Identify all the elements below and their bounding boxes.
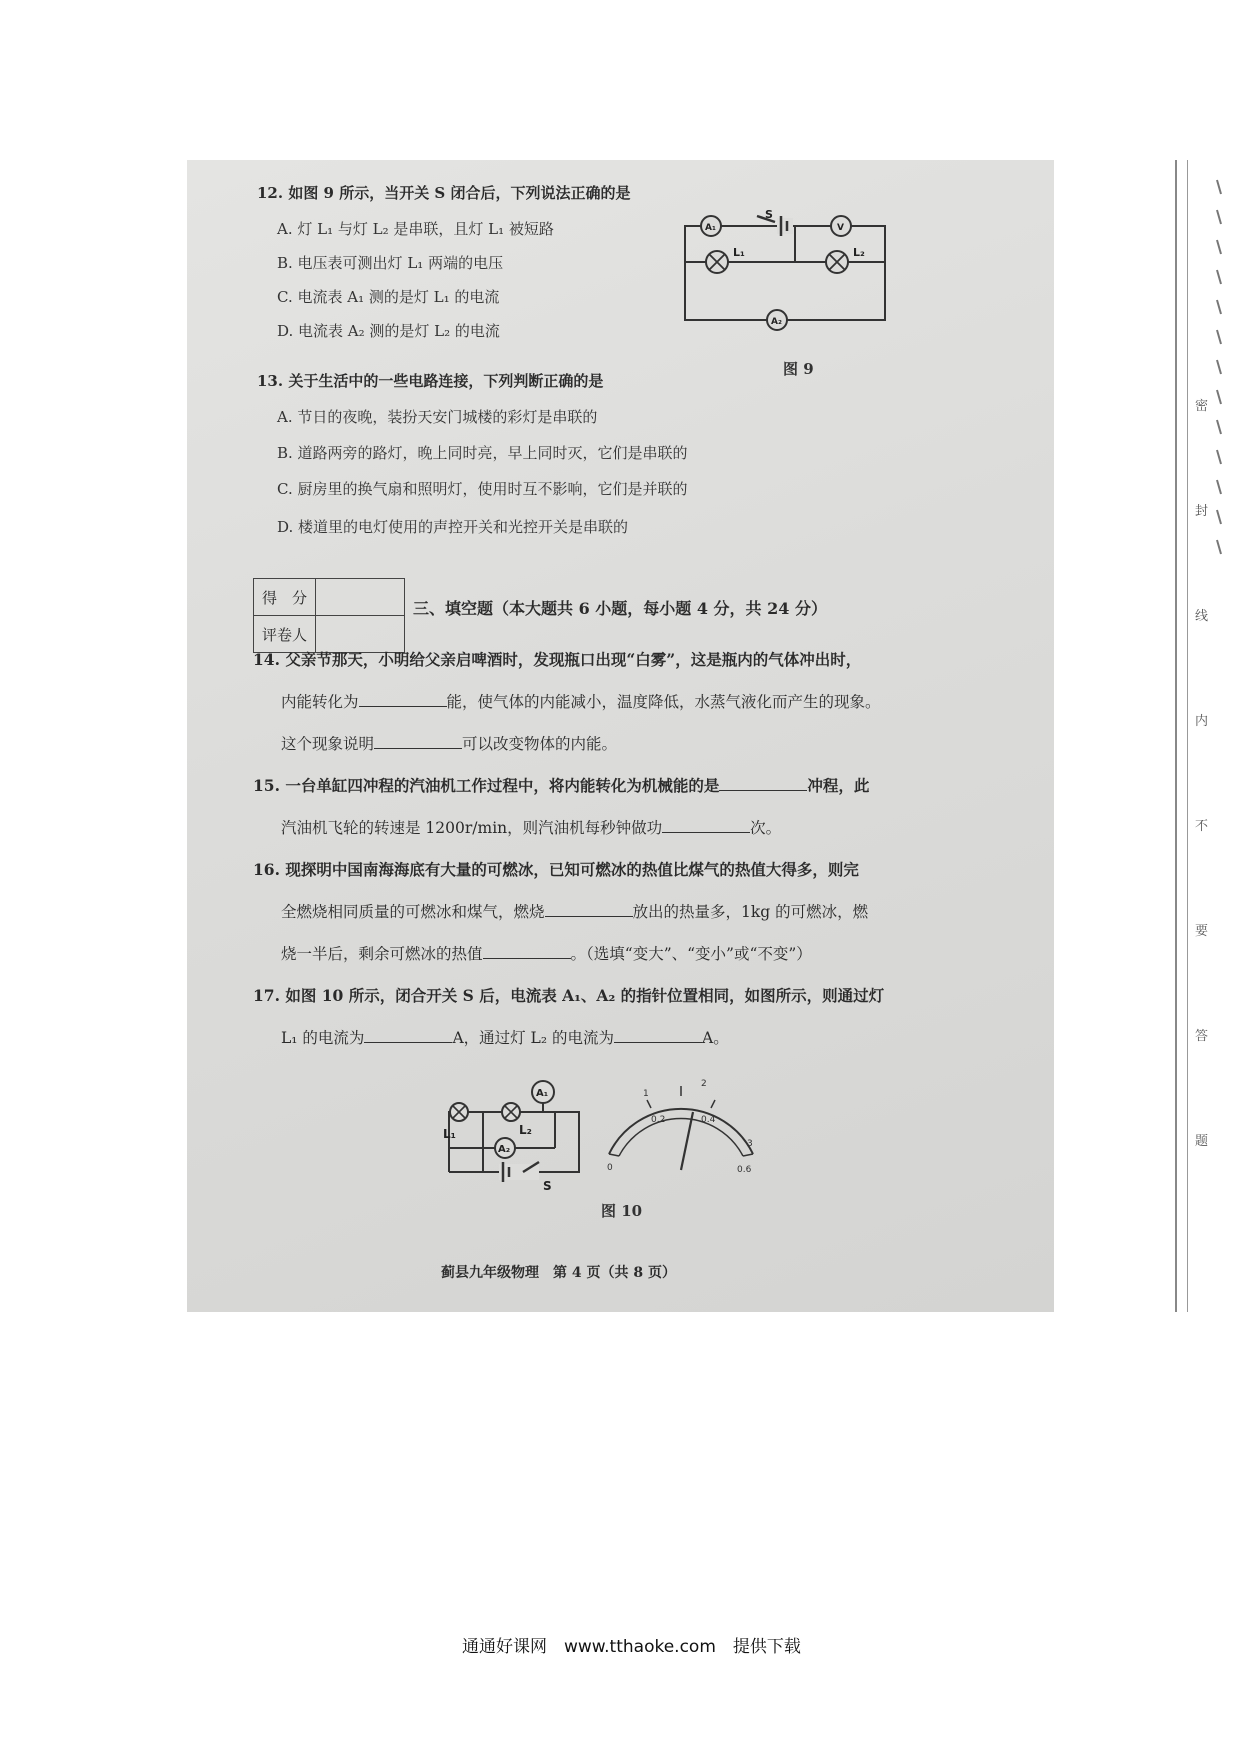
meter-tick-0: 0	[607, 1163, 613, 1173]
fig9-label-l1: L₁	[733, 246, 745, 259]
binding-line-inner	[1187, 160, 1188, 1312]
q12-option-c: C. 电流表 A₁ 测的是灯 L₁ 的电流	[277, 288, 500, 306]
q14-text-3a: 这个现象说明	[281, 735, 375, 753]
q13-option-a: A. 节日的夜晚，装扮天安门城楼的彩灯是串联的	[277, 408, 598, 426]
binding-dash-marks	[1205, 170, 1245, 590]
q12-option-b: B. 电压表可测出灯 L₁ 两端的电压	[277, 254, 504, 272]
q17-text-2b: A，通过灯 L₂ 的电流为	[452, 1029, 614, 1047]
figure-10-circuit	[435, 1078, 595, 1193]
binding-char-5: 不	[1195, 819, 1209, 834]
q15-text-2a: 汽油机飞轮的转速是 1200r/min，则汽油机每秒钟做功	[281, 819, 663, 837]
fig10-label-l2: L₂	[519, 1123, 532, 1137]
q15-blank-1[interactable]	[719, 776, 807, 791]
q13-option-b: B. 道路两旁的路灯，晚上同时亮，早上同时灭，它们是串联的	[277, 444, 688, 462]
meter-tick-0-4: 0.4	[701, 1115, 716, 1125]
q14-blank-2[interactable]	[374, 734, 462, 749]
q12-option-a: A. 灯 L₁ 与灯 L₂ 是串联，且灯 L₁ 被短路	[277, 220, 554, 238]
q13-stem: 13. 关于生活中的一些电路连接，下列判断正确的是	[257, 372, 604, 390]
grader-cell	[316, 616, 405, 653]
binding-char-4: 内	[1195, 714, 1209, 729]
q15-text-2b: 次。	[750, 819, 782, 837]
q17-text-2a: L₁ 的电流为	[281, 1029, 365, 1047]
q16-line-2	[281, 900, 868, 922]
q14-text-2b: 能，使气体的内能减小，温度降低，水蒸气液化而产生的现象。	[446, 693, 881, 711]
q17-blank-1[interactable]	[364, 1028, 452, 1043]
q14-line-1: 14. 父亲节那天，小明给父亲启啤酒时，发现瓶口出现“白雾”，这是瓶内的气体冲出时，	[253, 650, 862, 669]
q16-blank-2[interactable]	[483, 944, 571, 959]
score-cell	[316, 579, 405, 616]
binding-char-7: 答	[1195, 1029, 1209, 1044]
fig10-label-a1: A₁	[536, 1088, 549, 1099]
fig9-label-v: V	[837, 223, 844, 233]
q15-blank-2[interactable]	[662, 818, 750, 833]
q17-line-2	[281, 1026, 729, 1048]
q14-text-3b: 可以改变物体的内能。	[462, 735, 618, 753]
q16-text-3b: 。（选填“变大”、“变小”或“不变”）	[570, 945, 812, 963]
q14-line-3	[281, 732, 617, 754]
q14-blank-1[interactable]	[359, 692, 447, 707]
figure-10-meter-dial	[597, 1076, 767, 1176]
section-3-heading: 三、填空题（本大题共 6 小题，每小题 4 分，共 24 分）	[413, 599, 827, 618]
q15-text-1b: 冲程，此	[807, 776, 870, 795]
score-label: 得 分	[254, 579, 316, 616]
meter-tick-0-2: 0.2	[651, 1115, 666, 1125]
site-footer: 通通好课网 www.tthaoke.com 提供下载	[462, 1637, 801, 1657]
q16-text-2b: 放出的热量多，1kg 的可燃冰，燃	[632, 903, 869, 921]
fig10-label-l1: L₁	[443, 1127, 456, 1141]
grader-label: 评卷人	[254, 616, 316, 653]
q12-stem: 12. 如图 9 所示，当开关 S 闭合后，下列说法正确的是	[257, 184, 631, 202]
q17-line-1: 17. 如图 10 所示，闭合开关 S 后，电流表 A₁、A₂ 的指针位置相同，如图所示，则通过灯	[253, 986, 885, 1005]
fig9-label-l2: L₂	[853, 246, 865, 259]
q15-line-1	[253, 774, 869, 796]
binding-char-6: 要	[1195, 924, 1209, 939]
page-number-footer: 蓟县九年级物理 第 4 页（共 8 页）	[441, 1265, 676, 1281]
fig10-label-s: S	[543, 1179, 552, 1193]
q17-text-2c: A。	[702, 1029, 729, 1047]
figure-9-caption: 图 9	[783, 360, 814, 378]
q16-line-3	[281, 942, 812, 964]
q15-line-2	[281, 816, 781, 838]
q16-blank-1[interactable]	[545, 902, 633, 917]
q16-text-3a: 烧一半后，剩余可燃冰的热值	[281, 945, 483, 963]
binding-char-2: 封	[1195, 504, 1209, 519]
binding-char-1: 密	[1195, 399, 1209, 414]
fig10-label-a2: A₂	[498, 1144, 511, 1155]
meter-tick-2: 2	[701, 1079, 707, 1089]
q17-blank-2[interactable]	[614, 1028, 702, 1043]
fig9-label-a2: A₂	[771, 317, 782, 327]
score-box	[253, 578, 405, 653]
q14-text-2a: 内能转化为	[281, 693, 359, 711]
binding-line	[1175, 160, 1177, 1312]
meter-needle	[681, 1112, 693, 1170]
scanned-exam-page	[187, 160, 1209, 1312]
q13-option-d: D. 楼道里的电灯使用的声控开关和光控开关是串联的	[277, 518, 629, 536]
figure-9-circuit	[677, 208, 897, 332]
meter-tick-1: 1	[643, 1089, 649, 1099]
q13-option-c: C. 厨房里的换气扇和照明灯，使用时互不影响，它们是并联的	[277, 480, 688, 498]
q15-text-1a: 15. 一台单缸四冲程的汽油机工作过程中，将内能转化为机械能的是	[253, 776, 720, 795]
q16-text-2a: 全燃烧相同质量的可燃冰和煤气，燃烧	[281, 903, 545, 921]
fig9-label-a1: A₁	[705, 223, 716, 233]
figure-10-caption: 图 10	[601, 1202, 643, 1220]
q16-line-1: 16. 现探明中国南海海底有大量的可燃冰，已知可燃冰的热值比煤气的热值大得多，则完	[253, 860, 859, 879]
binding-char-3: 线	[1195, 609, 1209, 624]
meter-tick-0-6: 0.6	[737, 1165, 752, 1175]
binding-char-8: 题	[1195, 1134, 1209, 1149]
meter-tick-3: 3	[747, 1139, 753, 1149]
q12-option-d: D. 电流表 A₂ 测的是灯 L₂ 的电流	[277, 322, 500, 340]
fig9-label-s: S	[765, 208, 773, 221]
q14-line-2	[281, 690, 881, 712]
